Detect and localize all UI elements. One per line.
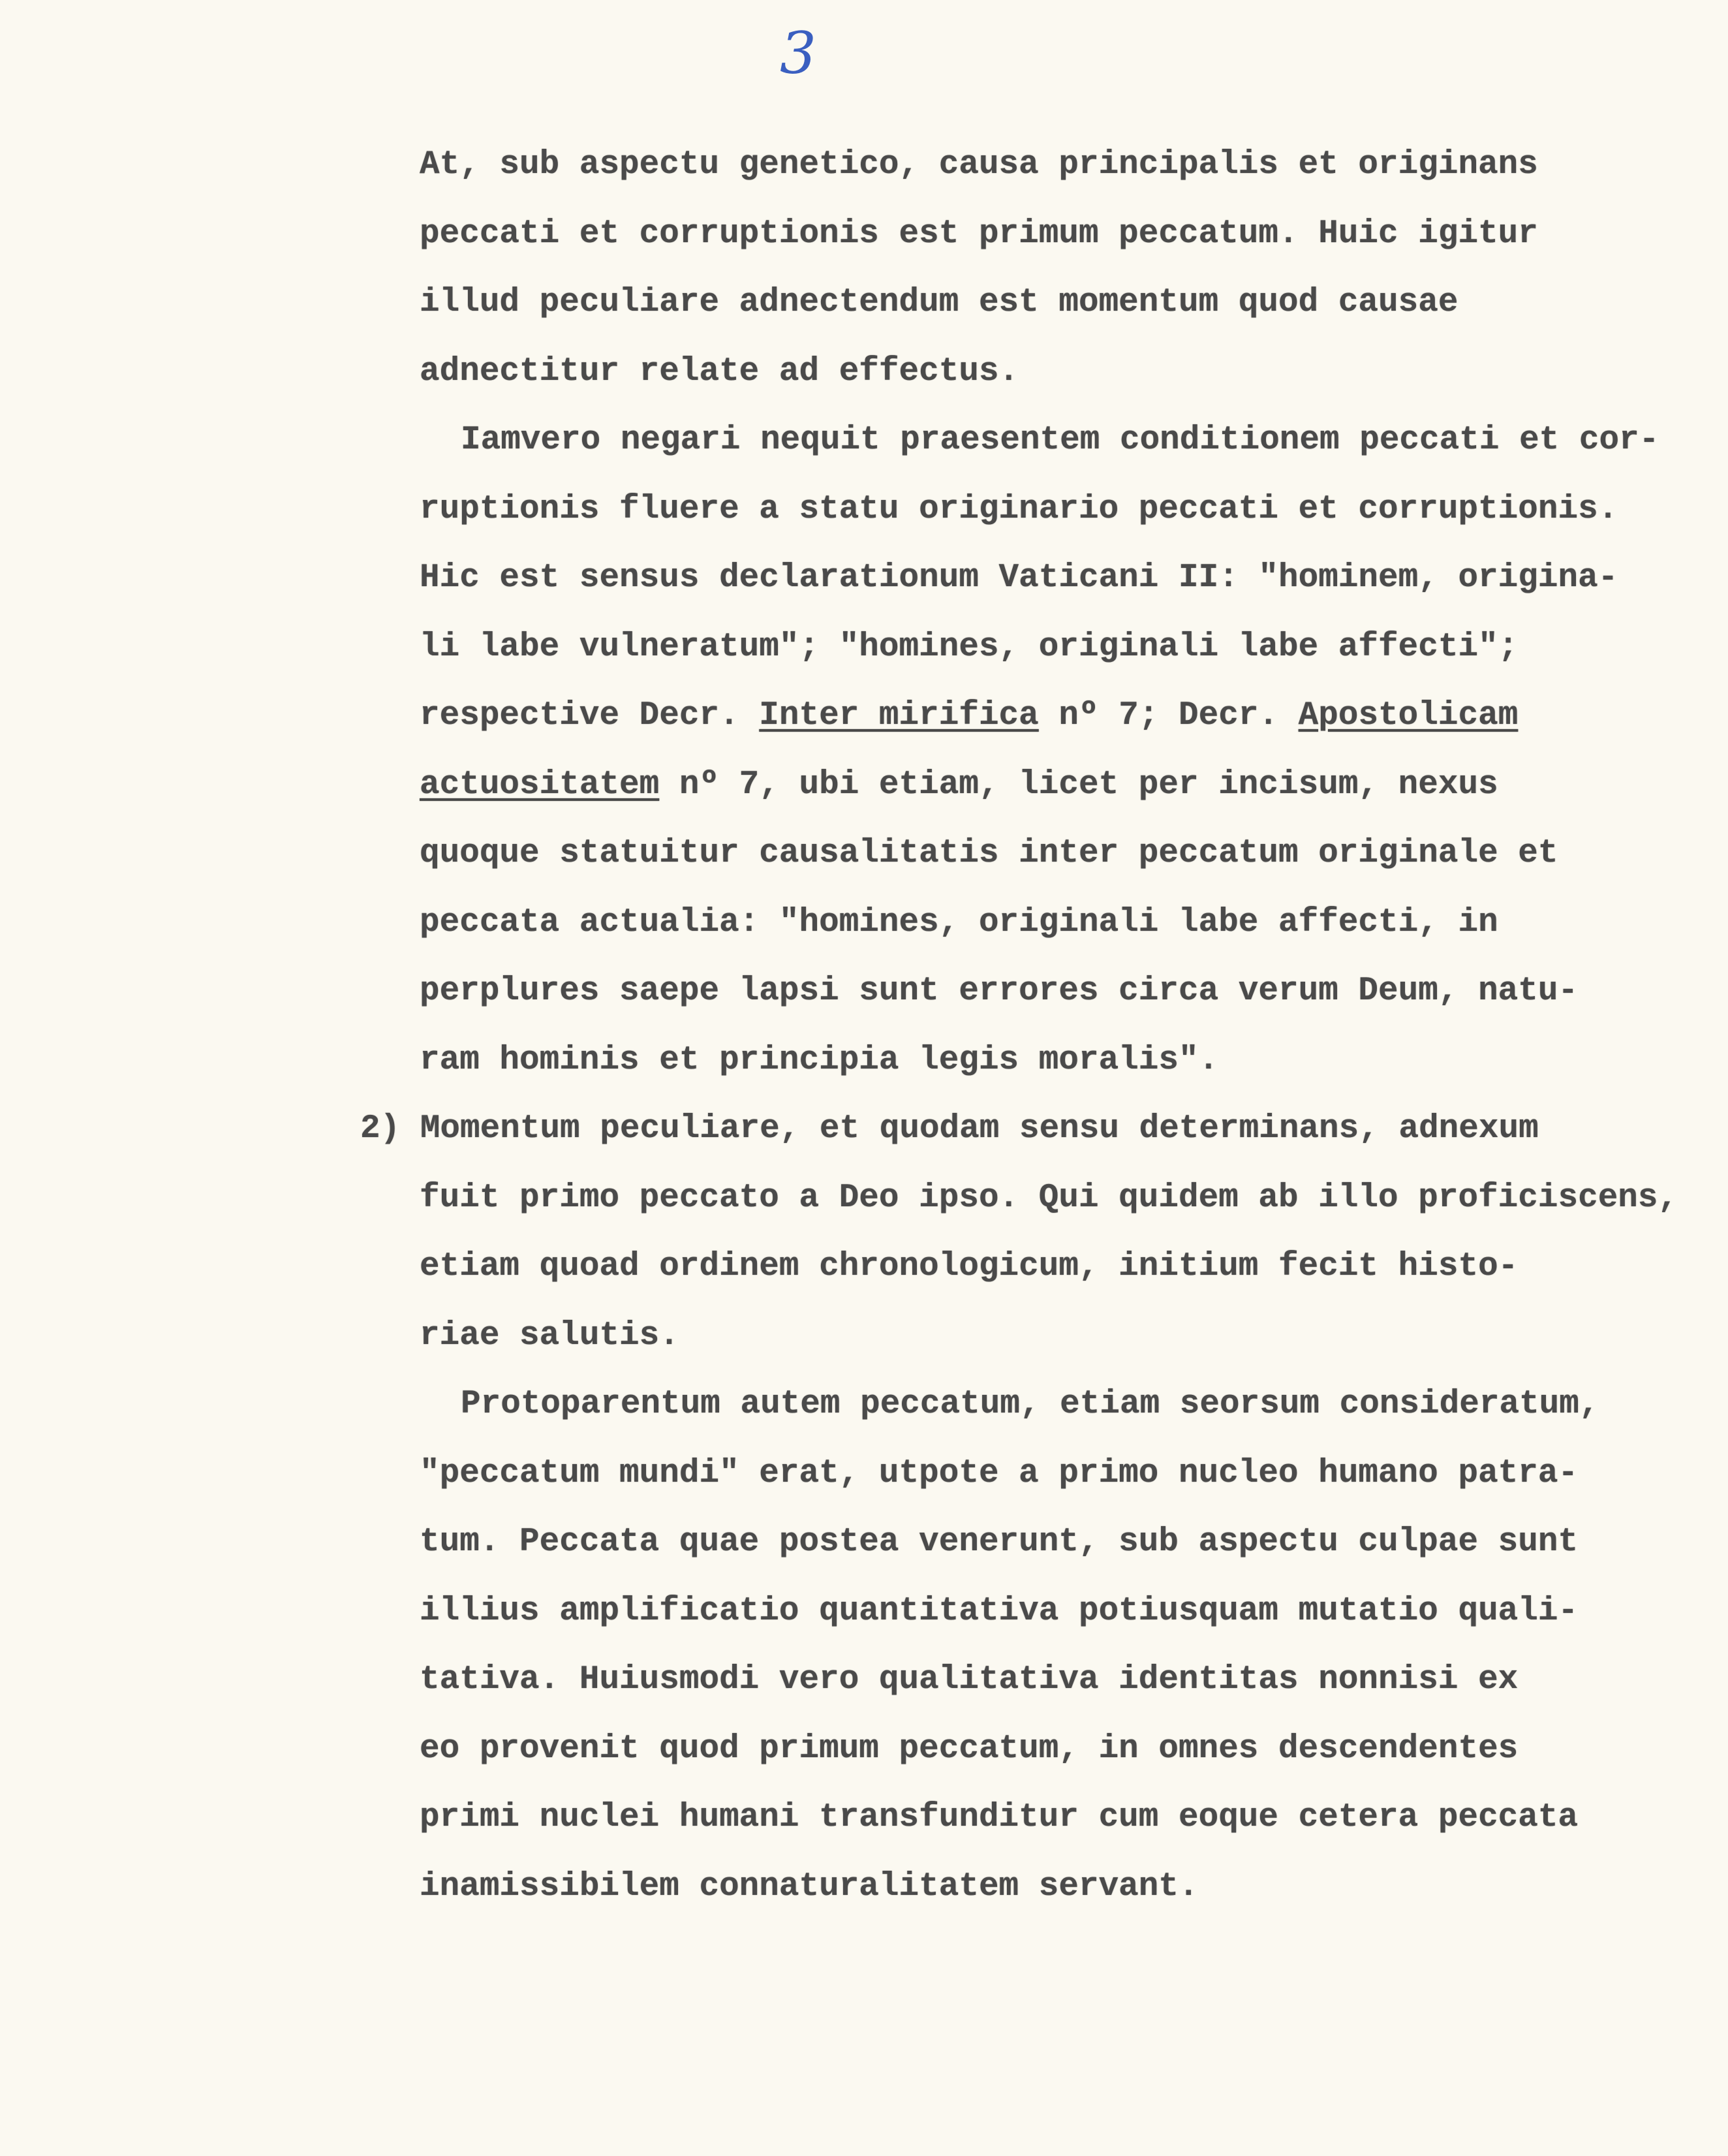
text-segment: 2) Momentum peculiare, et quodam sensu determinans, adnexum — [360, 1110, 1539, 1148]
text-segment: eo provenit quod primum peccatum, in omnes descendentes — [420, 1730, 1519, 1768]
text-segment: quoque statuitur causalitatis inter peccatum originale et — [420, 835, 1558, 872]
text-line — [420, 1792, 1578, 1844]
text-segment: primi nuclei humani transfunditur cum eoque cetera peccata — [420, 1799, 1579, 1836]
text-segment: peccati et corruptionis est primum peccatum. Huic igitur — [420, 215, 1538, 253]
text-line — [420, 277, 1458, 329]
text-segment: inamissibilem connaturalitatem servant. — [420, 1867, 1199, 1905]
text-segment: fuit primo peccato a Deo ipso. Qui quidem ab illo proficiscens, — [420, 1179, 1678, 1217]
text-line — [420, 346, 1019, 398]
text-line — [420, 1035, 1218, 1087]
text-line — [420, 759, 1498, 811]
text-line — [420, 828, 1558, 880]
text-line — [420, 1241, 1518, 1293]
text-segment: Hic est sensus declarationum Vaticani II: "hominem, origina- — [420, 559, 1618, 597]
text-line — [420, 552, 1618, 604]
text-line — [360, 1103, 1539, 1155]
text-segment: li labe vulneratum"; "homines, originali labe affecti"; — [420, 628, 1519, 666]
text-segment: At, sub aspectu genetico, causa principalis et originans — [420, 146, 1538, 183]
text-line — [420, 1310, 679, 1362]
text-line — [420, 1723, 1518, 1775]
text-line — [420, 621, 1518, 674]
text-line — [420, 1172, 1678, 1225]
text-line — [461, 414, 1659, 467]
text-segment: illius amplificatio quantitativa potiusquam mutatio quali- — [420, 1592, 1579, 1630]
text-segment: etiam quoad ordinem chronologicum, initium fecit histo- — [420, 1248, 1519, 1285]
text-segment: peccata actualia: "homines, originali labe affecti, in — [420, 903, 1498, 941]
text-line — [420, 1516, 1578, 1569]
text-segment: nº 7, ubi etiam, licet per incisum, nexus — [659, 766, 1498, 804]
text-segment: nº 7; Decr. — [1038, 697, 1299, 734]
text-segment: Protoparentum autem peccatum, etiam seorsum consideratum, — [461, 1386, 1599, 1423]
text-line — [420, 1861, 1199, 1913]
text-line — [420, 139, 1538, 191]
text-line — [420, 208, 1538, 260]
text-segment: perplures saepe lapsi sunt errores circa verum Deum, natu- — [420, 973, 1579, 1010]
underlined-title: Inter mirifica — [759, 697, 1039, 734]
text-segment: ruptionis fluere a statu originario peccati et corruptionis. — [420, 490, 1618, 528]
text-segment: tum. Peccata quae postea venerunt, sub aspectu culpae sunt — [420, 1523, 1579, 1561]
text-segment: respective Decr. — [420, 697, 760, 734]
text-line — [420, 1654, 1518, 1706]
text-segment: tativa. Huiusmodi vero qualitativa identitas nonnisi ex — [420, 1661, 1519, 1698]
text-segment: "peccatum mundi" erat, utpote a primo nucleo humano patra- — [420, 1454, 1579, 1492]
text-line — [461, 1379, 1599, 1431]
text-line — [420, 965, 1578, 1018]
text-line — [420, 484, 1618, 536]
text-segment: illud peculiare adnectendum est momentum quod causae — [420, 284, 1458, 321]
underlined-title: Apostolicam — [1298, 697, 1519, 734]
text-line — [420, 1448, 1578, 1500]
text-segment: riae salutis. — [420, 1317, 679, 1354]
text-segment: adnectitur relate ad effectus. — [420, 352, 1019, 390]
text-segment: Iamvero negari nequit praesentem conditionem peccati et cor- — [461, 422, 1659, 459]
text-line — [420, 1586, 1578, 1638]
text-line — [420, 897, 1498, 949]
text-line — [420, 690, 1518, 742]
text-segment: ram hominis et principia legis moralis". — [420, 1041, 1219, 1079]
handwritten-page-number: 3 — [780, 20, 816, 87]
underlined-title: actuositatem — [420, 766, 660, 804]
